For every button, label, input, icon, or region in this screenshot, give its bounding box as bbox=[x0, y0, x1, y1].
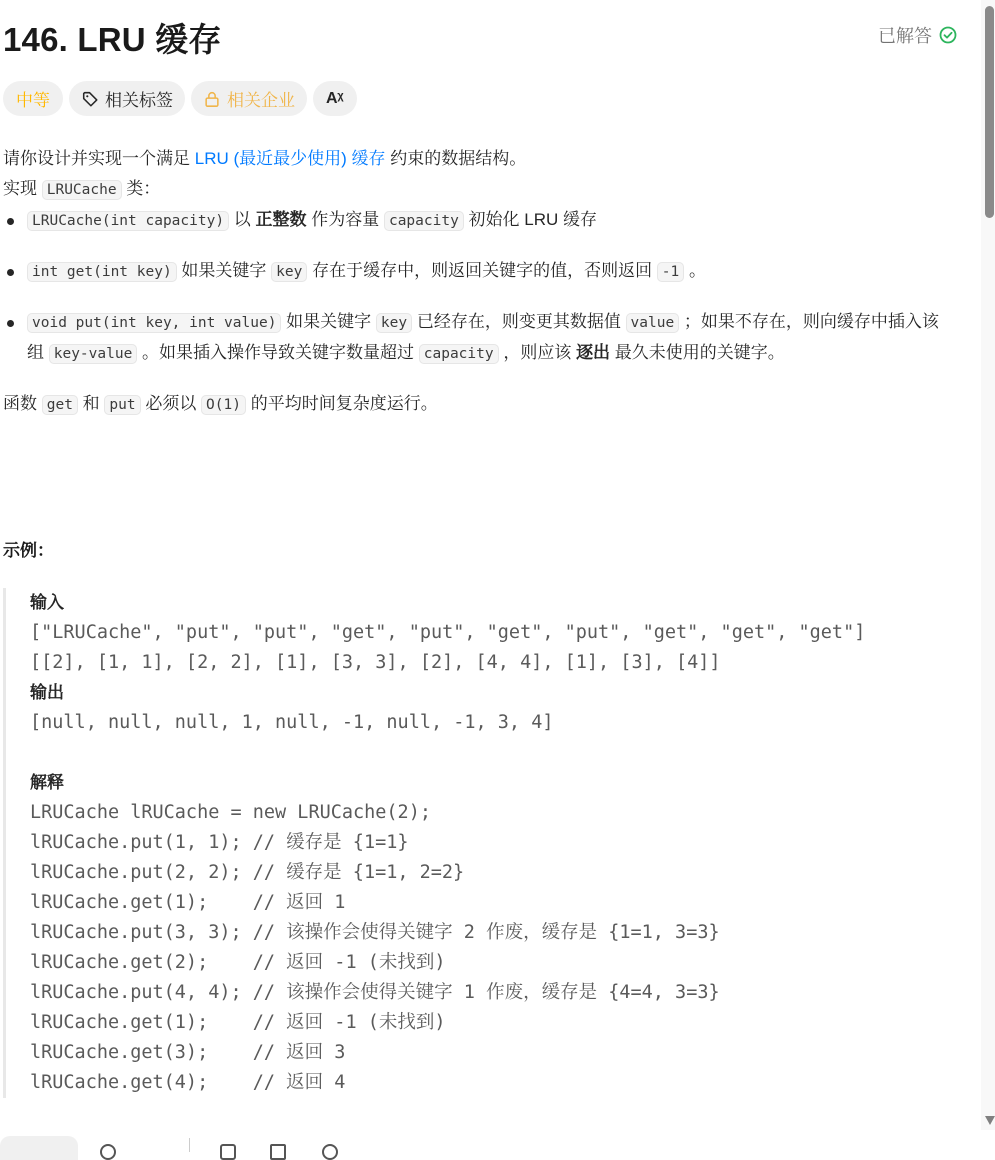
inline-code: capacity bbox=[384, 211, 464, 231]
text: 。如果插入操作导致关键字数量超过 bbox=[137, 343, 419, 362]
topics-tag-label: 相关标签 bbox=[105, 91, 173, 110]
explain-line: lRUCache.get(4); // 返回 4 bbox=[30, 1072, 346, 1093]
text: 的平均时间复杂度运行。 bbox=[245, 394, 438, 413]
scrollbar-thumb[interactable] bbox=[985, 6, 994, 218]
explain-line: LRUCache lRUCache = new LRUCache(2); bbox=[30, 802, 431, 823]
inline-code: LRUCache bbox=[42, 180, 122, 200]
inline-code: -1 bbox=[657, 262, 684, 282]
text: ；如果不存在，则向缓存中插入该组 bbox=[27, 312, 939, 362]
inline-code: key-value bbox=[49, 344, 138, 364]
inline-code: int get(int key) bbox=[27, 262, 177, 282]
explain-line: lRUCache.put(3, 3); // 该操作会使得关键字 2 作废，缓存是 {1=1, 3=3} bbox=[30, 922, 720, 943]
explain-line: lRUCache.get(3); // 返回 3 bbox=[30, 1042, 346, 1063]
divider bbox=[189, 1138, 190, 1152]
explain-line: lRUCache.put(4, 4); // 该操作会使得关键字 1 作废，缓存是 {4=4, 3=3} bbox=[30, 982, 720, 1003]
explain-label: 解释 bbox=[30, 773, 64, 792]
bottom-action-bar bbox=[0, 1136, 995, 1151]
tag-icon bbox=[81, 90, 99, 108]
text: 如果关键字 bbox=[281, 312, 376, 331]
bold-text: 正整数 bbox=[255, 210, 307, 229]
explain-line: lRUCache.get(1); // 返回 1 bbox=[30, 892, 346, 913]
lock-icon bbox=[203, 90, 221, 108]
input-methods: ["LRUCache", "put", "put", "get", "put", "get", "put", "get", "get", "get"] bbox=[30, 622, 866, 643]
difficulty-badge: 中等 bbox=[3, 81, 63, 116]
text: 必须以 bbox=[140, 394, 202, 413]
share-icon[interactable] bbox=[270, 1144, 286, 1160]
like-button[interactable] bbox=[0, 1136, 78, 1160]
tag-bar bbox=[3, 81, 357, 116]
inline-code: capacity bbox=[419, 344, 499, 364]
inline-code: value bbox=[626, 313, 680, 333]
list-item-get bbox=[27, 256, 943, 287]
text: 最久未使用的关键字。 bbox=[610, 343, 785, 362]
explain-line: lRUCache.get(1); // 返回 -1 (未找到) bbox=[30, 1012, 446, 1033]
intro-paragraph bbox=[3, 144, 943, 174]
input-label: 输入 bbox=[30, 593, 64, 612]
comment-icon[interactable] bbox=[100, 1144, 116, 1160]
star-icon[interactable] bbox=[220, 1144, 236, 1160]
solved-label: 已解答 bbox=[878, 26, 932, 46]
inline-code: LRUCache(int capacity) bbox=[27, 211, 229, 231]
text: 已经存在，则变更其数据值 bbox=[412, 312, 626, 331]
companies-tag-button[interactable] bbox=[191, 81, 307, 116]
input-args: [[2], [1, 1], [2, 2], [1], [3, 3], [2], [4, 4], [1], [3], [4]] bbox=[30, 652, 721, 673]
title-row bbox=[3, 14, 958, 58]
text: 函数 bbox=[3, 394, 42, 413]
list-item-put bbox=[27, 307, 943, 369]
text: 以 bbox=[229, 210, 256, 229]
intro-text-suffix: 约束的数据结构。 bbox=[385, 149, 527, 168]
translate-button[interactable] bbox=[313, 81, 357, 116]
text: ，则应该 bbox=[498, 343, 577, 362]
impl-text: 实现 bbox=[3, 179, 42, 198]
check-circle-icon bbox=[938, 25, 958, 45]
explain-line: lRUCache.put(1, 1); // 缓存是 {1=1} bbox=[30, 832, 409, 853]
list-item-constructor bbox=[27, 205, 943, 236]
example-heading: 示例： bbox=[3, 541, 54, 560]
problem-title: 146. LRU 缓存 bbox=[3, 21, 222, 58]
lru-wiki-link[interactable]: LRU (最近最少使用) 缓存 bbox=[194, 149, 386, 168]
bold-text: 逐出 bbox=[576, 343, 611, 362]
solved-status[interactable] bbox=[878, 22, 958, 48]
text: 初始化 LRU 缓存 bbox=[463, 210, 597, 229]
text: 存在于缓存中，则返回关键字的值，否则返回 bbox=[307, 261, 657, 280]
complexity-paragraph bbox=[3, 389, 943, 420]
explain-line: lRUCache.get(2); // 返回 -1 (未找到) bbox=[30, 952, 446, 973]
companies-tag-label: 相关企业 bbox=[227, 91, 295, 110]
help-icon[interactable] bbox=[322, 1144, 338, 1160]
inline-code: key bbox=[376, 313, 412, 333]
scroll-down-arrow-icon[interactable] bbox=[985, 1116, 995, 1125]
text: 。 bbox=[684, 261, 706, 280]
inline-code: O(1) bbox=[201, 395, 246, 415]
inline-code: void put(int key, int value) bbox=[27, 313, 281, 333]
text: 作为容量 bbox=[306, 210, 384, 229]
output-label: 输出 bbox=[30, 683, 64, 702]
explain-line: lRUCache.put(2, 2); // 缓存是 {1=1, 2=2} bbox=[30, 862, 465, 883]
text: 和 bbox=[77, 394, 105, 413]
inline-code: get bbox=[42, 395, 78, 415]
impl-text-suffix: 类： bbox=[121, 179, 161, 198]
intro-text: 请你设计并实现一个满足 bbox=[3, 149, 195, 168]
topics-tag-button[interactable] bbox=[69, 81, 185, 116]
inline-code: put bbox=[104, 395, 140, 415]
impl-paragraph bbox=[3, 174, 943, 205]
inline-code: key bbox=[271, 262, 307, 282]
example-block bbox=[3, 588, 943, 1098]
problem-statement bbox=[3, 144, 943, 420]
output-values: [null, null, null, 1, null, -1, null, -1, 3, 4] bbox=[30, 712, 554, 733]
translate-icon: Aᵡ bbox=[326, 89, 344, 107]
method-list bbox=[3, 205, 943, 369]
text: 如果关键字 bbox=[176, 261, 272, 280]
